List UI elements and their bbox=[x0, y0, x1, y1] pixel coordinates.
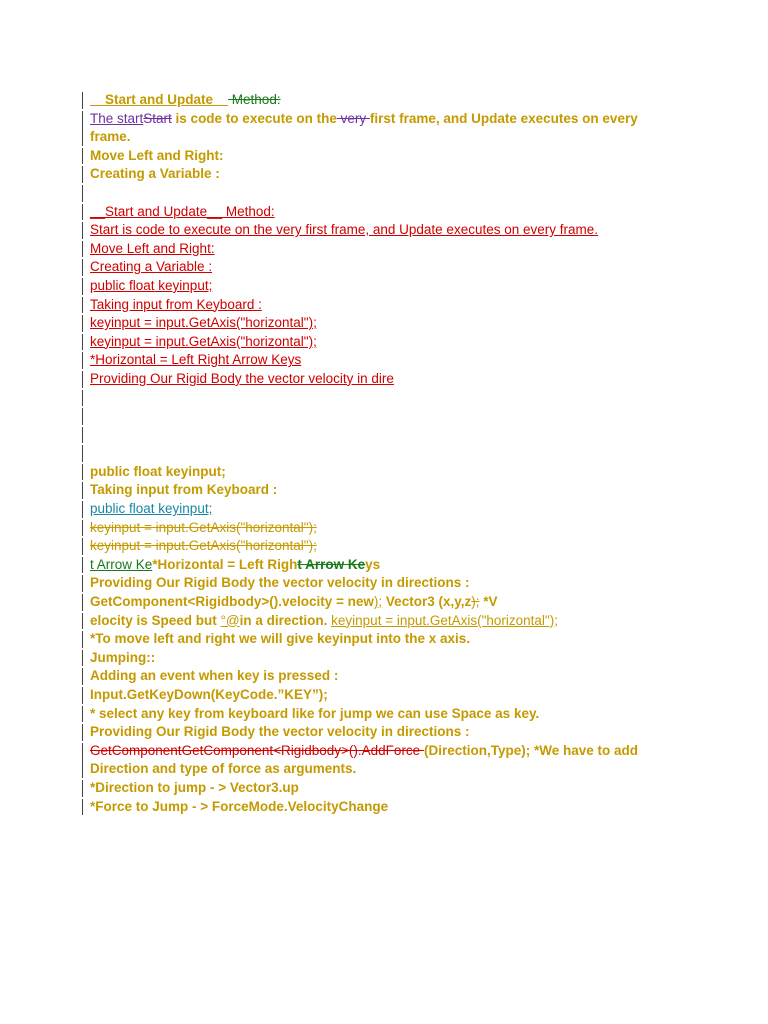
horizontal-line: t Arrow Ke*Horizontal = Left Right Arrow Keys bbox=[80, 556, 640, 575]
decl-tracked: public float keyinput; bbox=[80, 277, 640, 296]
adding-event-line: Adding an event when key is pressed : bbox=[80, 667, 640, 686]
direction-jump-line: *Direction to jump - > Vector3.up bbox=[80, 779, 640, 798]
empty-line bbox=[80, 407, 640, 426]
document-body bbox=[80, 91, 640, 816]
creating-variable-line: Creating a Variable : bbox=[80, 165, 640, 184]
getcomponent-velocity-line: GetComponent<Rigidbody>().velocity = new); Vector3 (x,y,z); *V bbox=[80, 593, 640, 612]
empty-line bbox=[80, 389, 640, 408]
assign-tracked-2: keyinput = input.GetAxis("horizontal"); bbox=[80, 333, 640, 352]
addforce-paragraph: GetComponentGetComponent<Rigidbody>().AddForce (Direction,Type); *We have to add Direction and type of force as arguments. bbox=[80, 742, 640, 779]
assign-deleted-2: keyinput = input.GetAxis("horizontal"); bbox=[80, 537, 640, 556]
decl-line: public float keyinput; bbox=[80, 463, 640, 482]
deleted-text: very bbox=[336, 110, 370, 126]
intro-tracked: Start is code to execute on the very first frame, and Update executes on every frame. bbox=[80, 221, 640, 240]
taking-input-line: Taking input from Keyboard : bbox=[80, 481, 640, 500]
move-x-axis-line: *To move left and right we will give keyinput into the x axis. bbox=[80, 630, 640, 649]
decl-inserted-line: public float keyinput; bbox=[80, 500, 640, 519]
providing-line-2: Providing Our Rigid Body the vector velocity in directions : bbox=[80, 723, 640, 742]
assign-deleted-1: keyinput = input.GetAxis("horizontal"); bbox=[80, 519, 640, 538]
inserted-text: The start bbox=[90, 110, 144, 126]
velocity-definition-line: elocity is Speed but °@in a direction. keyinput = input.GetAxis("horizontal"); bbox=[80, 612, 640, 631]
variable-tracked: Creating a Variable : bbox=[80, 258, 640, 277]
providing-line: Providing Our Rigid Body the vector velocity in directions : bbox=[80, 574, 640, 593]
intro-paragraph: The startStart is code to execute on the very first frame, and Update executes on every frame. bbox=[80, 110, 640, 147]
jumping-heading: Jumping:: bbox=[80, 649, 640, 668]
horizontal-tracked: *Horizontal = Left Right Arrow Keys bbox=[80, 351, 640, 370]
deleted-text: Start bbox=[143, 110, 172, 126]
heading-start-update: __Start and Update__ Method: bbox=[80, 91, 640, 110]
select-key-line: * select any key from keyboard like for jump we can use Space as key. bbox=[80, 705, 640, 724]
providing-tracked: Providing Our Rigid Body the vector velocity in dire bbox=[80, 370, 640, 389]
assign-tracked-1: keyinput = input.GetAxis("horizontal"); bbox=[80, 314, 640, 333]
heading-start-update-tracked: __Start and Update__ Method: bbox=[80, 203, 640, 222]
deleted-method-text: Method: bbox=[228, 92, 281, 107]
move-left-right-line: Move Left and Right: bbox=[80, 147, 640, 166]
empty-line bbox=[80, 426, 640, 445]
taking-input-tracked: Taking input from Keyboard : bbox=[80, 296, 640, 315]
getkeydown-line: Input.GetKeyDown(KeyCode.”KEY”); bbox=[80, 686, 640, 705]
move-tracked: Move Left and Right: bbox=[80, 240, 640, 259]
force-jump-line: *Force to Jump - > ForceMode.VelocityChange bbox=[80, 798, 640, 817]
empty-line bbox=[80, 444, 640, 463]
empty-line bbox=[80, 184, 640, 203]
